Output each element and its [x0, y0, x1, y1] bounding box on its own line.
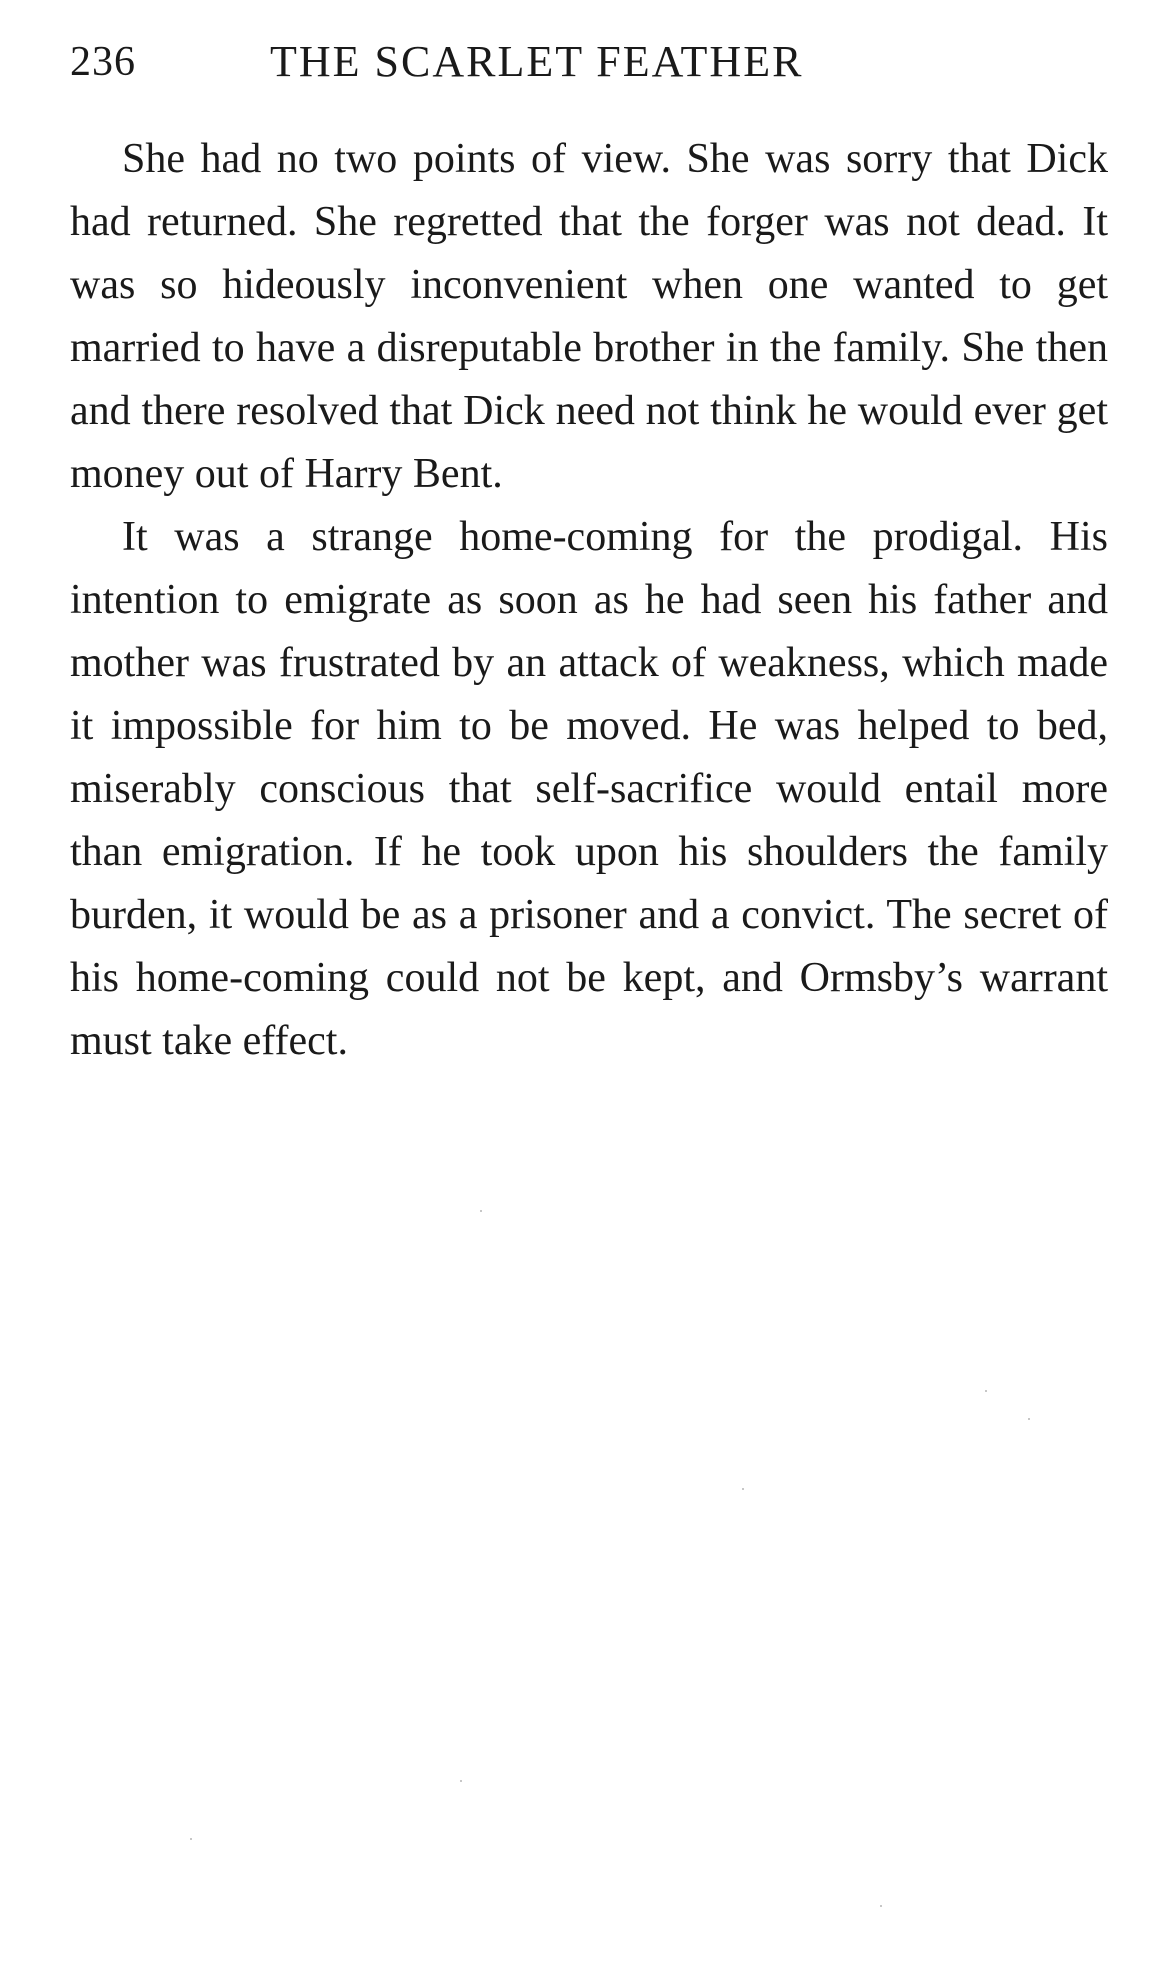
paragraph-1: She had no two points of view. She was sorry that Dick had returned. She regretted that the forger was not dead. It was so hideously inconvenient when one wanted to get married to have a disreputable brother in the family. She then and there resolved that Dick need not think he would ever get money out of Harry Bent.: [70, 136, 1108, 497]
page-number: 236: [70, 39, 136, 85]
scan-speck: [880, 1905, 882, 1907]
scan-speck: [1028, 1418, 1030, 1420]
body-text: [70, 128, 1108, 1073]
scan-speck: [480, 1210, 482, 1212]
scan-speck: [985, 1390, 987, 1392]
scan-speck: [190, 1838, 192, 1840]
running-head: [70, 30, 1110, 90]
book-title: THE SCARLET FEATHER: [270, 37, 804, 86]
paragraph-2: It was a strange home-coming for the prodigal. His intention to emigrate as soon as he had seen his father and mother was frustrated by an attack of weakness, which made it impossible for him to be moved. He was helped to bed, miserably conscious that self-sacrifice would entail more than emigration. If he took upon his shoulders the family burden, it would be as a prisoner and a convict. The secret of his home-coming could not be kept, and Ormsby’s warrant must take effect.: [70, 514, 1108, 1064]
scan-speck: [460, 1780, 462, 1782]
scan-speck: [742, 1488, 744, 1490]
